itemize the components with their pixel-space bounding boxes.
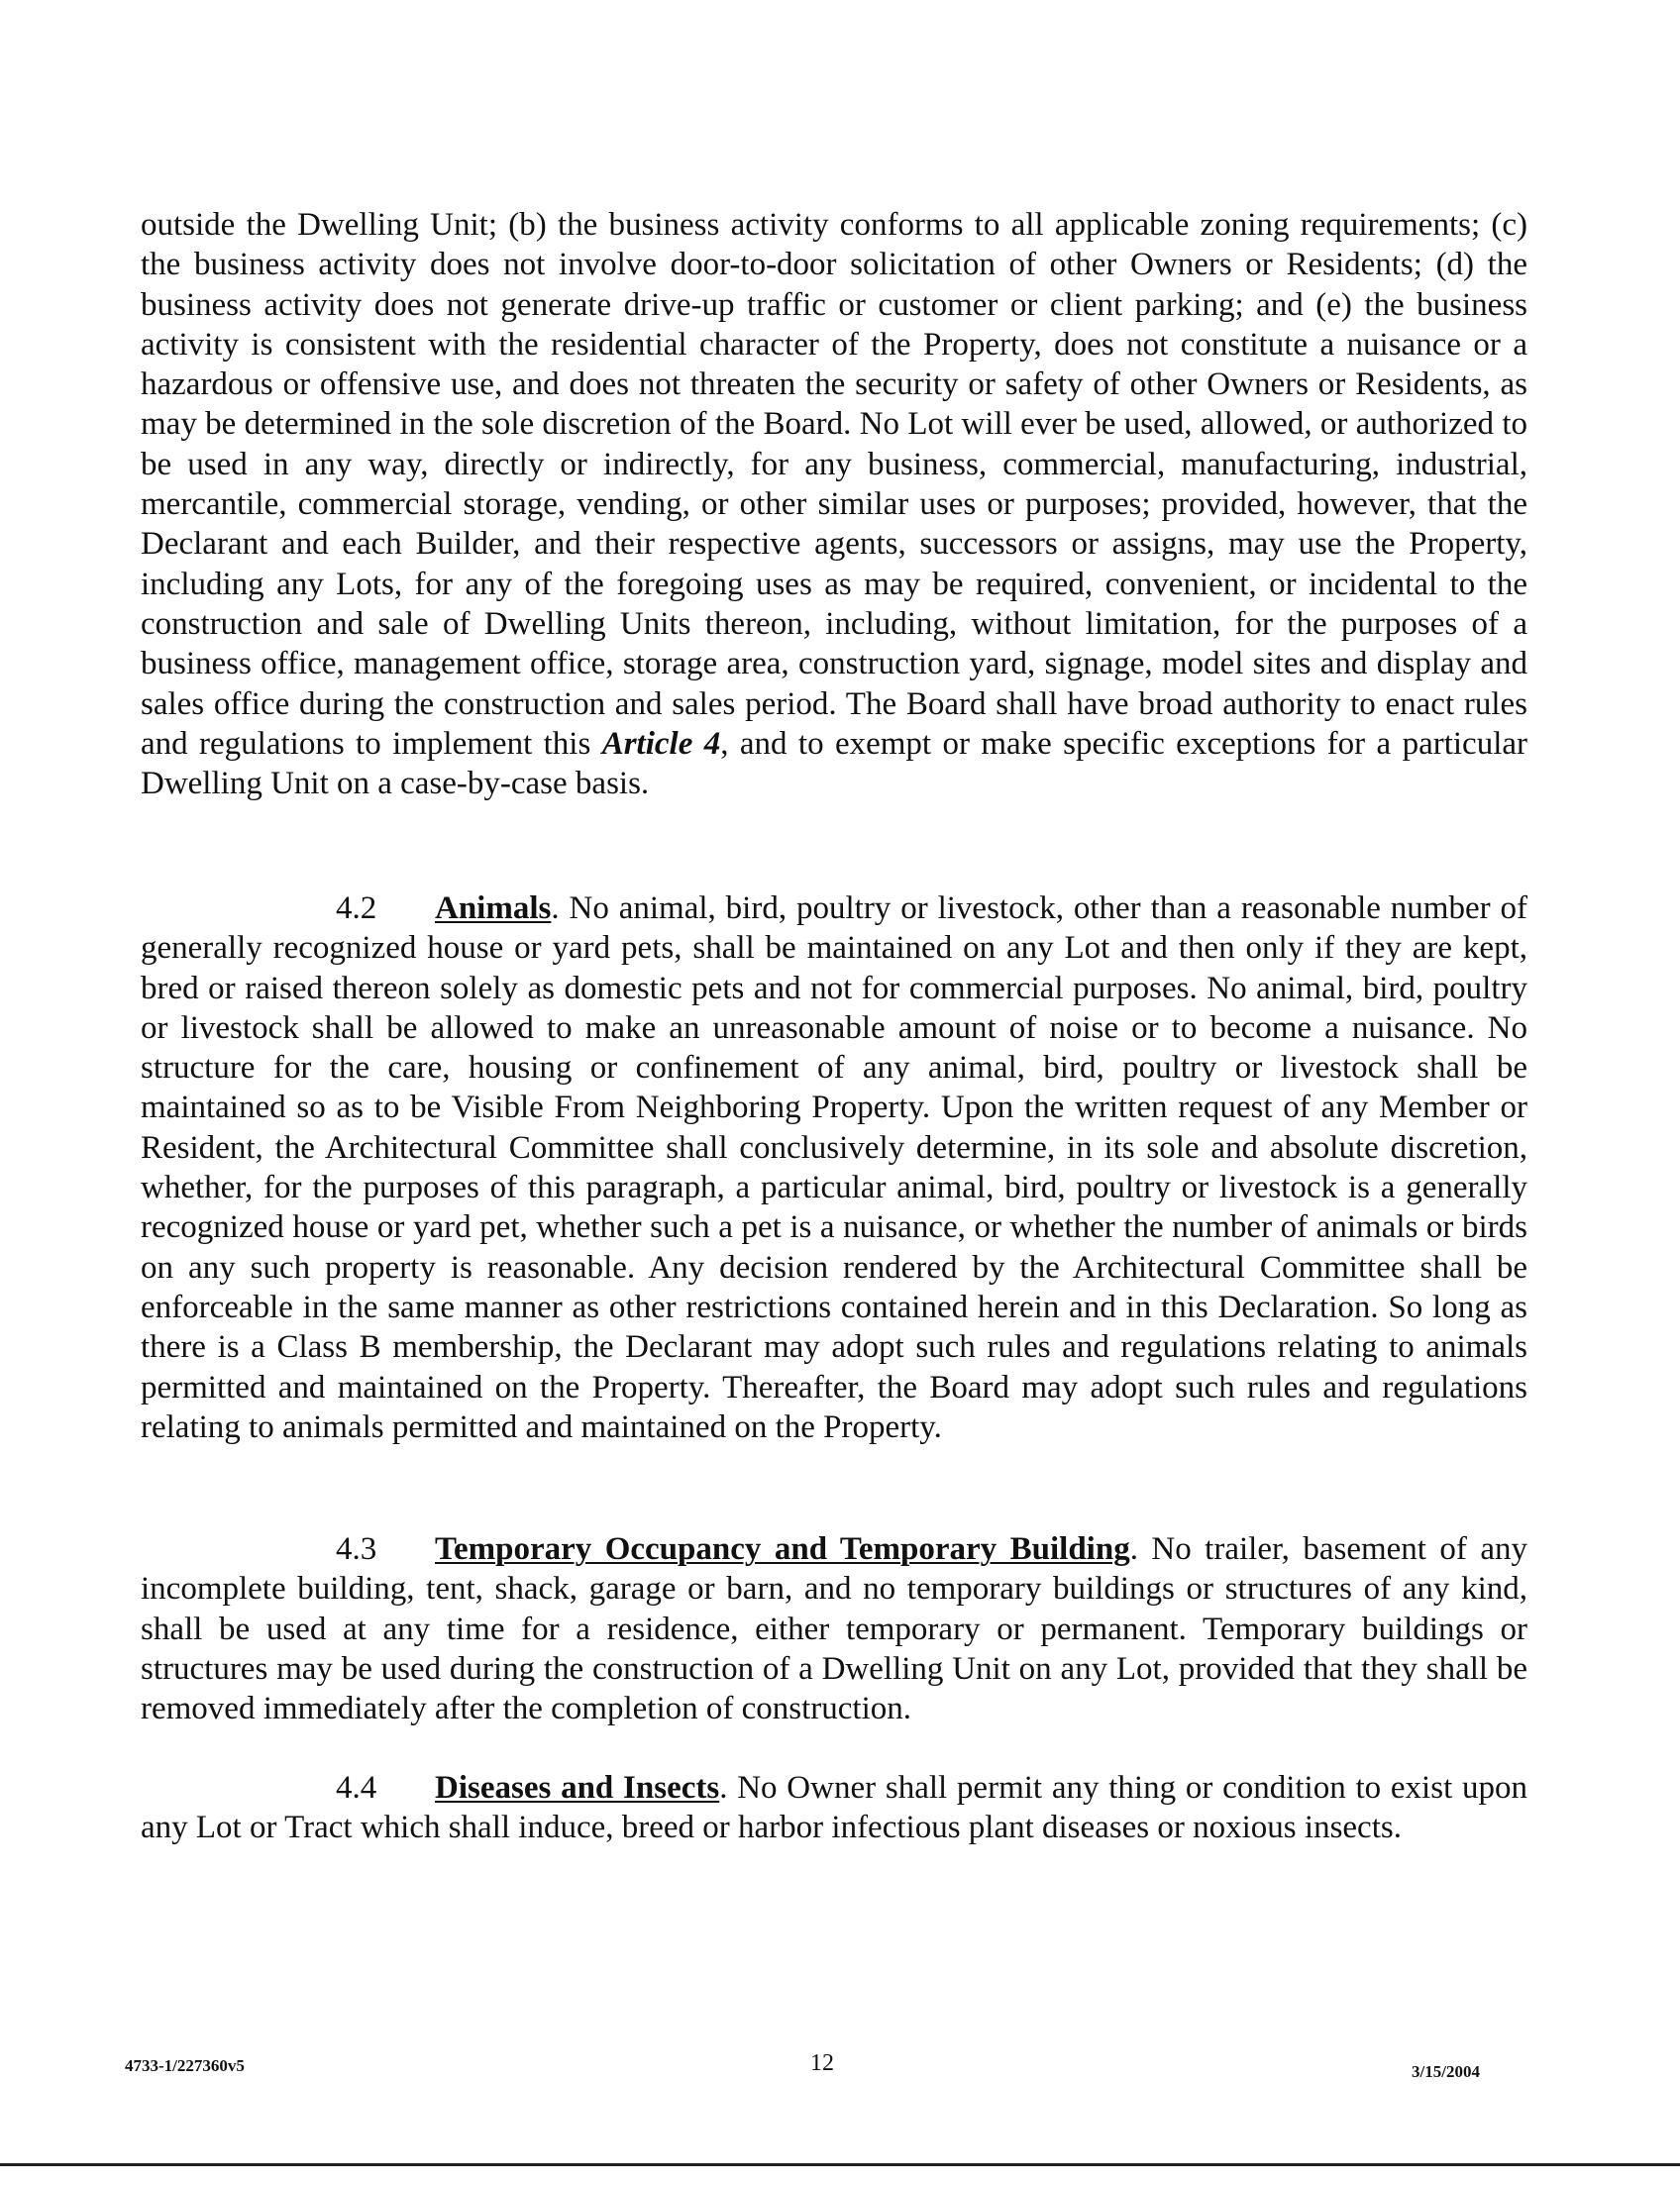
section-title: Animals — [435, 890, 552, 926]
footer-document-id: 4733-1/227360v5 — [125, 2056, 245, 2075]
section-body: . No Owner shall permit any thing or condition to exist upon any Lot or Tract which shall induce, breed or harbor infectious plant diseases or noxious insects. — [141, 1770, 1527, 1846]
page-bottom-edge-line — [0, 2163, 1680, 2166]
section-number: 4.3 — [336, 1531, 377, 1567]
paragraph-continuation — [141, 205, 1527, 803]
section-title: Diseases and Insects — [435, 1770, 720, 1806]
section-4-3-paragraph — [141, 1529, 1527, 1728]
section-title: Temporary Occupancy and Temporary Building — [435, 1531, 1130, 1567]
section-4-2-paragraph — [141, 888, 1527, 1447]
section-number: 4.4 — [336, 1770, 377, 1806]
article-reference: Article 4 — [601, 725, 721, 762]
section-body: . No animal, bird, poultry or livestock, other than a reasonable number of generally recognized house or yard pets, shall be maintained on any Lot and then only if they are kept, bred or raised thereon solely as domestic pets and not for commercial purposes. No animal, bird, poultry or livestock shall be allowed to make an unreasonable amount of noise or to become a nuisance. No structure for the care, housing or confinement of any animal, bird, poultry or livestock shall be maintained so as to be Visible From Neighboring Property. Upon the written request of any Member or Resident, the Architectural Committee shall conclusively determine, in its sole and absolute discretion, whether, for the purposes of this paragraph, a particular animal, bird, poultry or livestock is a generally recognized house or yard pet, whether such a pet is a nuisance, or whether the number of animals or birds on any such property is reasonable. Any decision rendered by the Architectural Committee shall be enforceable in the same manner as other restrictions contained herein and in this Declaration. So long as there is a Class B membership, the Declarant may adopt such rules and regulations relating to animals permitted and maintained on the Property. Thereafter, the Board may adopt such rules and regulations relating to animals permitted and maintained on the Property. — [141, 890, 1527, 1445]
section-4-4-paragraph — [141, 1768, 1527, 1848]
section-body: . No trailer, basement of any incomplete building, tent, shack, garage or barn, and no temporary buildings or structures of any kind, shall be used at any time for a residence, either temporary or permanent. Temporary buildings or structures may be used during the construction of a Dwelling Unit on any Lot, provided that they shall be removed immediately after the completion of construction. — [141, 1531, 1528, 1727]
footer-date: 3/15/2004 — [1412, 2062, 1480, 2081]
continuation-text-1: outside the Dwelling Unit; (b) the business activity conforms to all applicable zoning requirements; (c) the business activity does not involve door-to-door solicitation of other Owners or Residents; (d) the business activity does not generate drive-up traffic or customer or client parking; and (e) the business activity is consistent with the residential character of the Property, does not constitute a nuisance or a hazardous or offensive use, and does not threaten the security or safety of other Owners or Residents, as may be determined in the sole discretion of the Board. No Lot will ever be used, allowed, or authorized to be used in any way, directly or indirectly, for any business, commercial, manufacturing, industrial, mercantile, commercial storage, vending, or other similar uses or purposes; provided, however, that the Declarant and each Builder, and their respective agents, successors or assigns, may use the Property, including any Lots, for any of the foregoing uses as may be required, convenient, or incidental to the construction and sale of Dwelling Units thereon, including, without limitation, for the purposes of a business office, management office, storage area, construction yard, signage, model sites and display and sales office during the construction and sales period. The Board shall have broad authority to enact rules and regulations to implement this — [141, 207, 1527, 762]
footer-page-number: 12 — [810, 2050, 834, 2076]
section-number: 4.2 — [336, 890, 377, 926]
continuation-text-2: , and to exempt or make specific exceptions for a particular Dwelling Unit on a case-by-case basis. — [141, 725, 1527, 802]
